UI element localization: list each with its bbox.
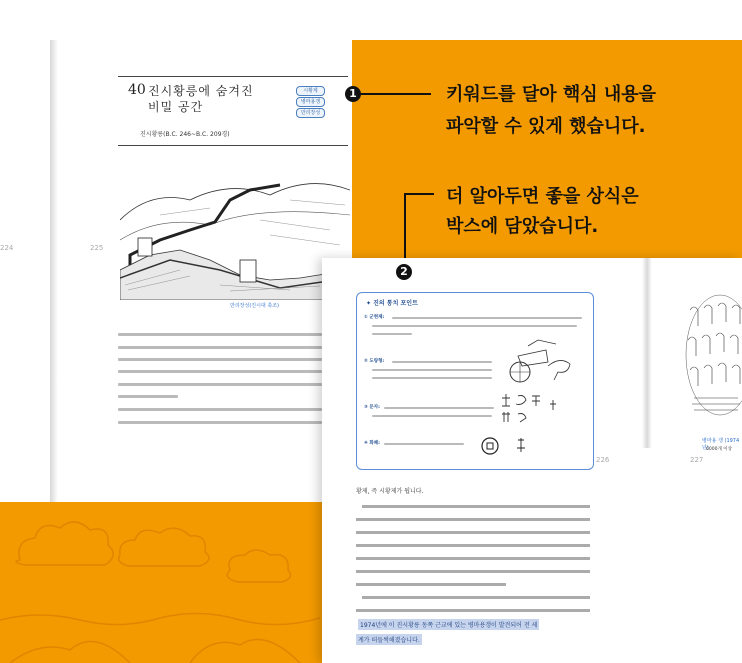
terracotta-army-illustration — [680, 280, 742, 430]
body-text-line — [118, 395, 178, 398]
chapter-title-line2: 비밀 공간 — [148, 100, 204, 114]
callout-number-1: 1 — [345, 86, 361, 102]
highlighted-text-line: 계가 떠들썩해졌습니다. — [356, 634, 422, 645]
body-text-line — [356, 557, 590, 560]
page-number-right: 227 — [690, 456, 704, 464]
body-text-line — [356, 531, 590, 534]
right-white-top — [320, 0, 742, 40]
info-text-line — [384, 443, 464, 445]
chapter-title-line1: 진시황릉에 숨겨진 — [148, 84, 254, 98]
chapter-subtitle: 진시황릉(B.C. 246~B.C. 209경) — [140, 131, 230, 138]
body-text-line — [118, 383, 322, 386]
info-text-line — [372, 415, 492, 417]
body-text-line — [356, 583, 506, 586]
coin-illustration — [480, 436, 530, 456]
book-gutter — [50, 40, 58, 502]
callout-leader-line — [404, 193, 406, 265]
callout-number-2: 2 — [396, 264, 412, 280]
callout-2-line2: 박스에 담았습니다. — [446, 216, 599, 237]
page-number-left: 224 — [0, 244, 14, 252]
page-number-right: 225 — [90, 244, 104, 252]
body-first-line: 황제, 즉 시황제가 됩니다. — [356, 488, 424, 495]
highlighted-text-line: 1974년에 이 진시황릉 동쪽 근교에 있는 병마용갱이 발견되어 전 세 — [358, 619, 539, 630]
keyword-tag: 시황제 — [296, 86, 325, 96]
body-text-line — [118, 370, 322, 373]
info-text-line — [372, 333, 412, 335]
right-illustration-caption: 병마용 갱 (1974년) — [702, 438, 740, 451]
info-text-line — [372, 377, 492, 379]
chapter-number: 40 — [128, 82, 146, 98]
great-wall-illustration — [120, 160, 350, 300]
right-illustration-subcaption: 6000개 이상 — [706, 447, 732, 452]
chariot-illustration — [498, 336, 578, 386]
body-text-line — [356, 570, 590, 573]
info-item: ① 군현제: — [364, 315, 385, 320]
body-text-line — [118, 333, 322, 336]
body-text-line — [356, 609, 590, 612]
callout-1-line2: 파악할 수 있게 했습니다. — [446, 116, 646, 137]
info-item: ③ 문자: — [364, 405, 380, 410]
info-text-line — [384, 407, 494, 409]
body-text-line — [356, 544, 590, 547]
body-text-line — [118, 421, 322, 424]
body-text-line — [362, 505, 590, 508]
info-text-line — [392, 361, 492, 363]
callout-1-line1: 키워드를 달아 핵심 내용을 — [446, 84, 657, 105]
info-box-title: ✦ 진의 통치 포인트 — [366, 300, 418, 307]
body-text-line — [356, 518, 590, 521]
body-text-line — [118, 408, 322, 411]
decorative-doodle — [0, 500, 320, 663]
info-text-line — [372, 325, 577, 327]
body-text-line — [362, 596, 590, 599]
keyword-tag: 만리장성 — [296, 108, 325, 118]
book-gutter — [642, 258, 652, 448]
script-sample-illustration — [498, 392, 568, 426]
callout-leader-line — [361, 93, 431, 95]
page-number-left: 226 — [596, 456, 610, 464]
callout-2-line1: 더 알아두면 좋을 상식은 — [446, 186, 639, 207]
info-item: ② 도량형: — [364, 359, 385, 364]
info-text-line — [372, 369, 492, 371]
body-text-line — [118, 346, 322, 349]
info-text-line — [392, 317, 582, 319]
illustration-caption: 만리장성(진시대 축조) — [230, 303, 279, 309]
body-text-line — [118, 358, 322, 361]
info-item: ④ 화폐: — [364, 441, 380, 446]
keyword-tag: 병마용갱 — [296, 97, 325, 107]
callout-leader-line — [404, 193, 434, 195]
